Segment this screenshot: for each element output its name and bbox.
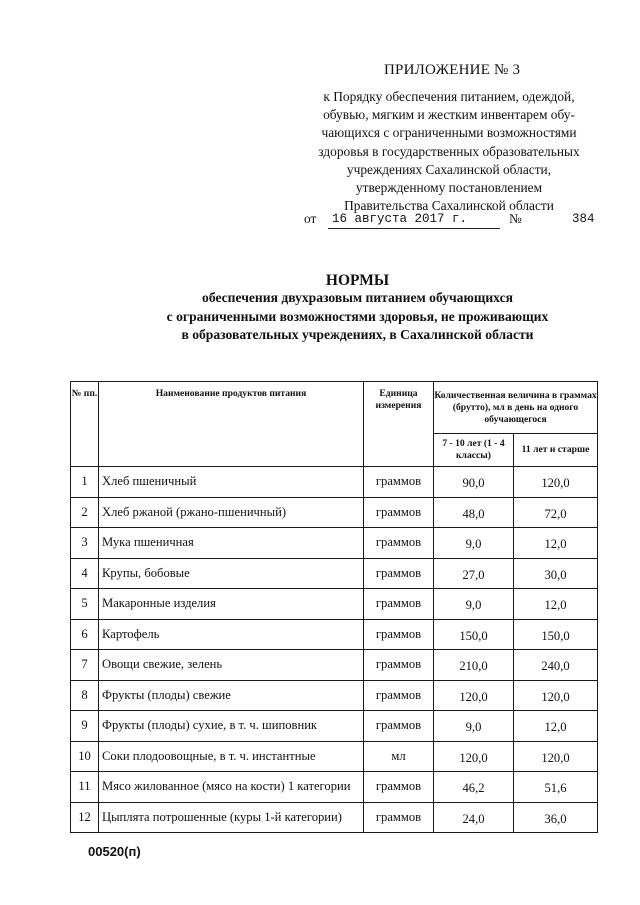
product-name: Макаронные изделия [99,589,364,620]
row-number: 2 [71,497,99,528]
table-row [71,650,598,681]
subtitle-line: в образовательных учреждениях, в Сахалинской области [181,327,534,342]
header-age-11-plus: 11 лет и старше [514,434,598,467]
from-label: от [304,211,317,226]
value-age-7-10: 46,2 [434,772,514,803]
table-row [71,772,598,803]
product-name: Овощи свежие, зелень [99,650,364,681]
row-number: 1 [71,467,99,498]
product-name: Фрукты (плоды) сухие, в т. ч. шиповник [99,711,364,742]
table-row [71,497,598,528]
decree-number: 384 [572,212,595,226]
annex-line: учреждениях Сахалинской области, [346,161,552,177]
table-row [71,558,598,589]
value-age-7-10: 150,0 [434,619,514,650]
annex-line: Правительства Сахалинской области [344,198,554,214]
annex-line: здоровья в государственных образовательных [318,143,580,159]
header-product-name: Наименование продуктов питания [99,382,364,467]
header-age-7-10: 7 - 10 лет (1 - 4 классы) [434,434,514,467]
value-age-11-plus: 120,0 [514,467,598,498]
document-title: НОРМЫ [325,272,390,289]
product-name: Картофель [99,619,364,650]
value-age-7-10: 120,0 [434,741,514,772]
row-number: 11 [71,772,99,803]
product-unit: мл [364,741,434,772]
header-num: № пп. [71,382,99,467]
value-age-11-plus: 150,0 [514,619,598,650]
value-age-11-plus: 12,0 [514,711,598,742]
product-unit: граммов [364,802,434,833]
value-age-11-plus: 12,0 [514,528,598,559]
table-row [71,528,598,559]
value-age-7-10: 9,0 [434,711,514,742]
product-unit: граммов [364,680,434,711]
annex-line: утвержденному постановлением [355,180,543,196]
table-row [71,589,598,620]
header-quantity: Количественная величина в граммах (брутто), мл в день на одного обучающегося [434,382,598,434]
table-row [71,711,598,742]
value-age-7-10: 9,0 [434,528,514,559]
norms-table [70,381,598,833]
value-age-11-plus: 240,0 [514,650,598,681]
document-code: 00520(п) [88,844,141,859]
value-age-11-plus: 120,0 [514,741,598,772]
subtitle-line: обеспечения двухразовым питанием обучающихся [202,290,513,305]
annex-line: к Порядку обеспечения питанием, одеждой, [323,89,575,104]
value-age-7-10: 120,0 [434,680,514,711]
value-age-7-10: 210,0 [434,650,514,681]
value-age-7-10: 48,0 [434,497,514,528]
value-age-7-10: 90,0 [434,467,514,498]
value-age-7-10: 9,0 [434,589,514,620]
annex-line: обувью, мягким и жестким инвентарем обу- [323,107,575,123]
decree-date: 16 августа 2017 г. [328,212,500,229]
product-unit: граммов [364,619,434,650]
value-age-7-10: 24,0 [434,802,514,833]
row-number: 3 [71,528,99,559]
product-unit: граммов [364,528,434,559]
table-row [71,802,598,833]
table-header-row [71,382,598,434]
annex-line: чающихся с ограниченными возможностями [321,125,577,141]
number-label: № [509,211,522,226]
value-age-11-plus: 12,0 [514,589,598,620]
table-row [71,741,598,772]
product-unit: граммов [364,589,434,620]
value-age-11-plus: 120,0 [514,680,598,711]
table-row [71,619,598,650]
row-number: 8 [71,680,99,711]
table-row [71,680,598,711]
row-number: 9 [71,711,99,742]
product-unit: граммов [364,650,434,681]
product-unit: граммов [364,558,434,589]
decree-reference [304,211,600,231]
value-age-11-plus: 72,0 [514,497,598,528]
product-name: Мука пшеничная [99,528,364,559]
product-name: Хлеб пшеничный [99,467,364,498]
subtitle-line: с ограниченными возможностями здоровья, не проживающих [166,308,549,324]
header-unit: Единица измерения [364,382,434,467]
row-number: 7 [71,650,99,681]
product-name: Хлеб ржаной (ржано-пшеничный) [99,497,364,528]
product-name: Фрукты (плоды) свежие [99,680,364,711]
product-name: Крупы, бобовые [99,558,364,589]
product-unit: граммов [364,772,434,803]
annex-title: ПРИЛОЖЕНИЕ № 3 [384,62,521,78]
row-number: 4 [71,558,99,589]
document-subtitle [120,289,595,345]
product-unit: граммов [364,467,434,498]
annex-reference [298,88,600,215]
product-unit: граммов [364,711,434,742]
value-age-11-plus: 30,0 [514,558,598,589]
product-name: Соки плодоовощные, в т. ч. инстантные [99,741,364,772]
product-name: Мясо жилованное (мясо на кости) 1 категории [99,772,364,803]
product-unit: граммов [364,497,434,528]
row-number: 5 [71,589,99,620]
table-row [71,467,598,498]
row-number: 6 [71,619,99,650]
value-age-11-plus: 51,6 [514,772,598,803]
value-age-7-10: 27,0 [434,558,514,589]
value-age-11-plus: 36,0 [514,802,598,833]
product-name: Цыплята потрошенные (куры 1-й категории) [99,802,364,833]
row-number: 12 [71,802,99,833]
row-number: 10 [71,741,99,772]
